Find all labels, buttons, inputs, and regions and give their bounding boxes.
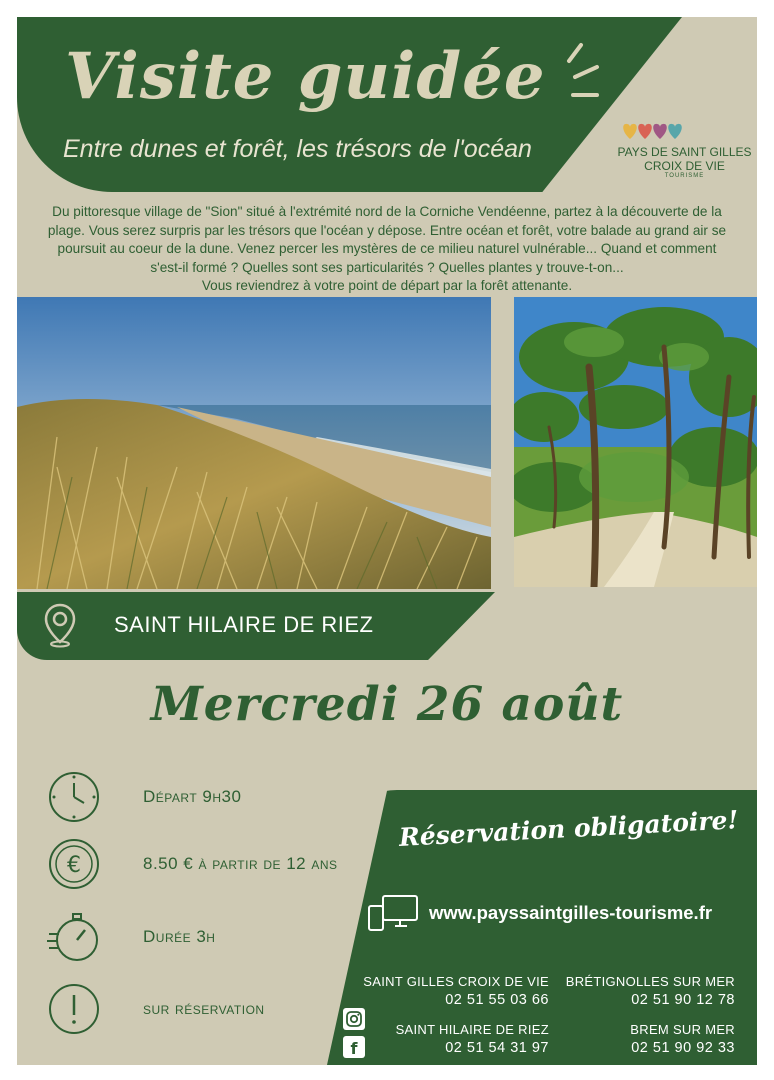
logo-heart [623, 124, 637, 139]
office-phone[interactable]: 02 51 54 31 97 [445, 1040, 549, 1056]
pine-forest-photo [514, 297, 757, 587]
office-phone[interactable]: 02 51 90 12 78 [631, 992, 735, 1008]
intro-line: Du pittoresque village de "Sion" situé à l'extrémité nord de la Corniche Vendéenne, partez à la découverte de la [52, 204, 722, 219]
departure-text: Départ 9h30 [143, 787, 242, 806]
exclamation-circle-icon [47, 982, 101, 1036]
instagram-icon[interactable] [343, 1008, 365, 1030]
office-phone[interactable]: 02 51 55 03 66 [445, 992, 549, 1008]
info-departure [47, 770, 241, 824]
logo-heart [638, 124, 652, 139]
office-name: SAINT GILLES CROIX DE VIE [363, 974, 549, 989]
office-name: BRÉTIGNOLLES SUR MER [565, 974, 735, 989]
location-label: SAINT HILAIRE DE RIEZ [114, 612, 374, 637]
intro-paragraph [29, 203, 745, 296]
page-title: Visite guidée [65, 39, 546, 114]
map-pin-icon [43, 602, 77, 648]
office-brem [557, 1022, 735, 1056]
logo-line-1: PAYS DE SAINT GILLES [617, 145, 752, 159]
office-phone[interactable]: 02 51 90 92 33 [631, 1040, 735, 1056]
logo-line-2: CROIX DE VIE [644, 159, 725, 173]
info-duration [47, 910, 215, 964]
subtitle: Entre dunes et forêt, les trésors de l'océan [63, 135, 532, 163]
facebook-icon[interactable] [343, 1036, 365, 1058]
intro-line: s'est-il formé ? Quelles sont ses particularités ? Quelles plantes y trouve-t-on... [150, 259, 624, 275]
flyer-page [17, 17, 757, 1065]
intro-line: Vous reviendrez à votre point de départ par la forêt attenante. [201, 278, 573, 294]
event-date: Mercredi 26 août [150, 677, 624, 732]
office-name: SAINT HILAIRE DE RIEZ [395, 1022, 549, 1037]
logo-heart [653, 124, 667, 139]
office-saint-hilaire [347, 1022, 549, 1056]
price-text: 8.50 € à partir de 12 ans [143, 854, 338, 873]
logo-line-3: TOURISME [664, 173, 705, 179]
beach-dune-photo [17, 297, 491, 589]
svg-text:€: € [67, 853, 81, 878]
logo-heart [668, 124, 682, 139]
office-bretignolles [557, 974, 735, 1008]
intro-line: plage. Vous serez surpris par les trésors que l'océan y dépose. Entre océan et forêt, votre balade au grand air se [47, 222, 727, 238]
info-booking [47, 982, 265, 1036]
tourism-logo [617, 121, 752, 179]
euro-coin-icon [47, 837, 101, 891]
website-link[interactable]: www.payssaintgilles-tourisme.fr [429, 902, 713, 923]
office-name: BREM SUR MER [630, 1022, 735, 1037]
intro-line: poursuit au coeur de la dune. Venez percer les mystères de ce milieu naturel vulnérable... Quand et comment [57, 241, 717, 257]
svg-text:f: f [350, 1039, 358, 1058]
duration-text: Durée 3h [143, 927, 216, 946]
stopwatch-icon [47, 910, 101, 964]
clock-icon [47, 770, 101, 824]
reservation-title: Réservation obligatoire! [398, 805, 740, 852]
office-saint-gilles [347, 974, 549, 1008]
sparkle-accent-icon [557, 35, 617, 105]
hearts-logo-icon [617, 121, 687, 141]
info-price [47, 837, 338, 891]
devices-icon [367, 894, 419, 934]
booking-text: sur réservation [143, 999, 265, 1018]
